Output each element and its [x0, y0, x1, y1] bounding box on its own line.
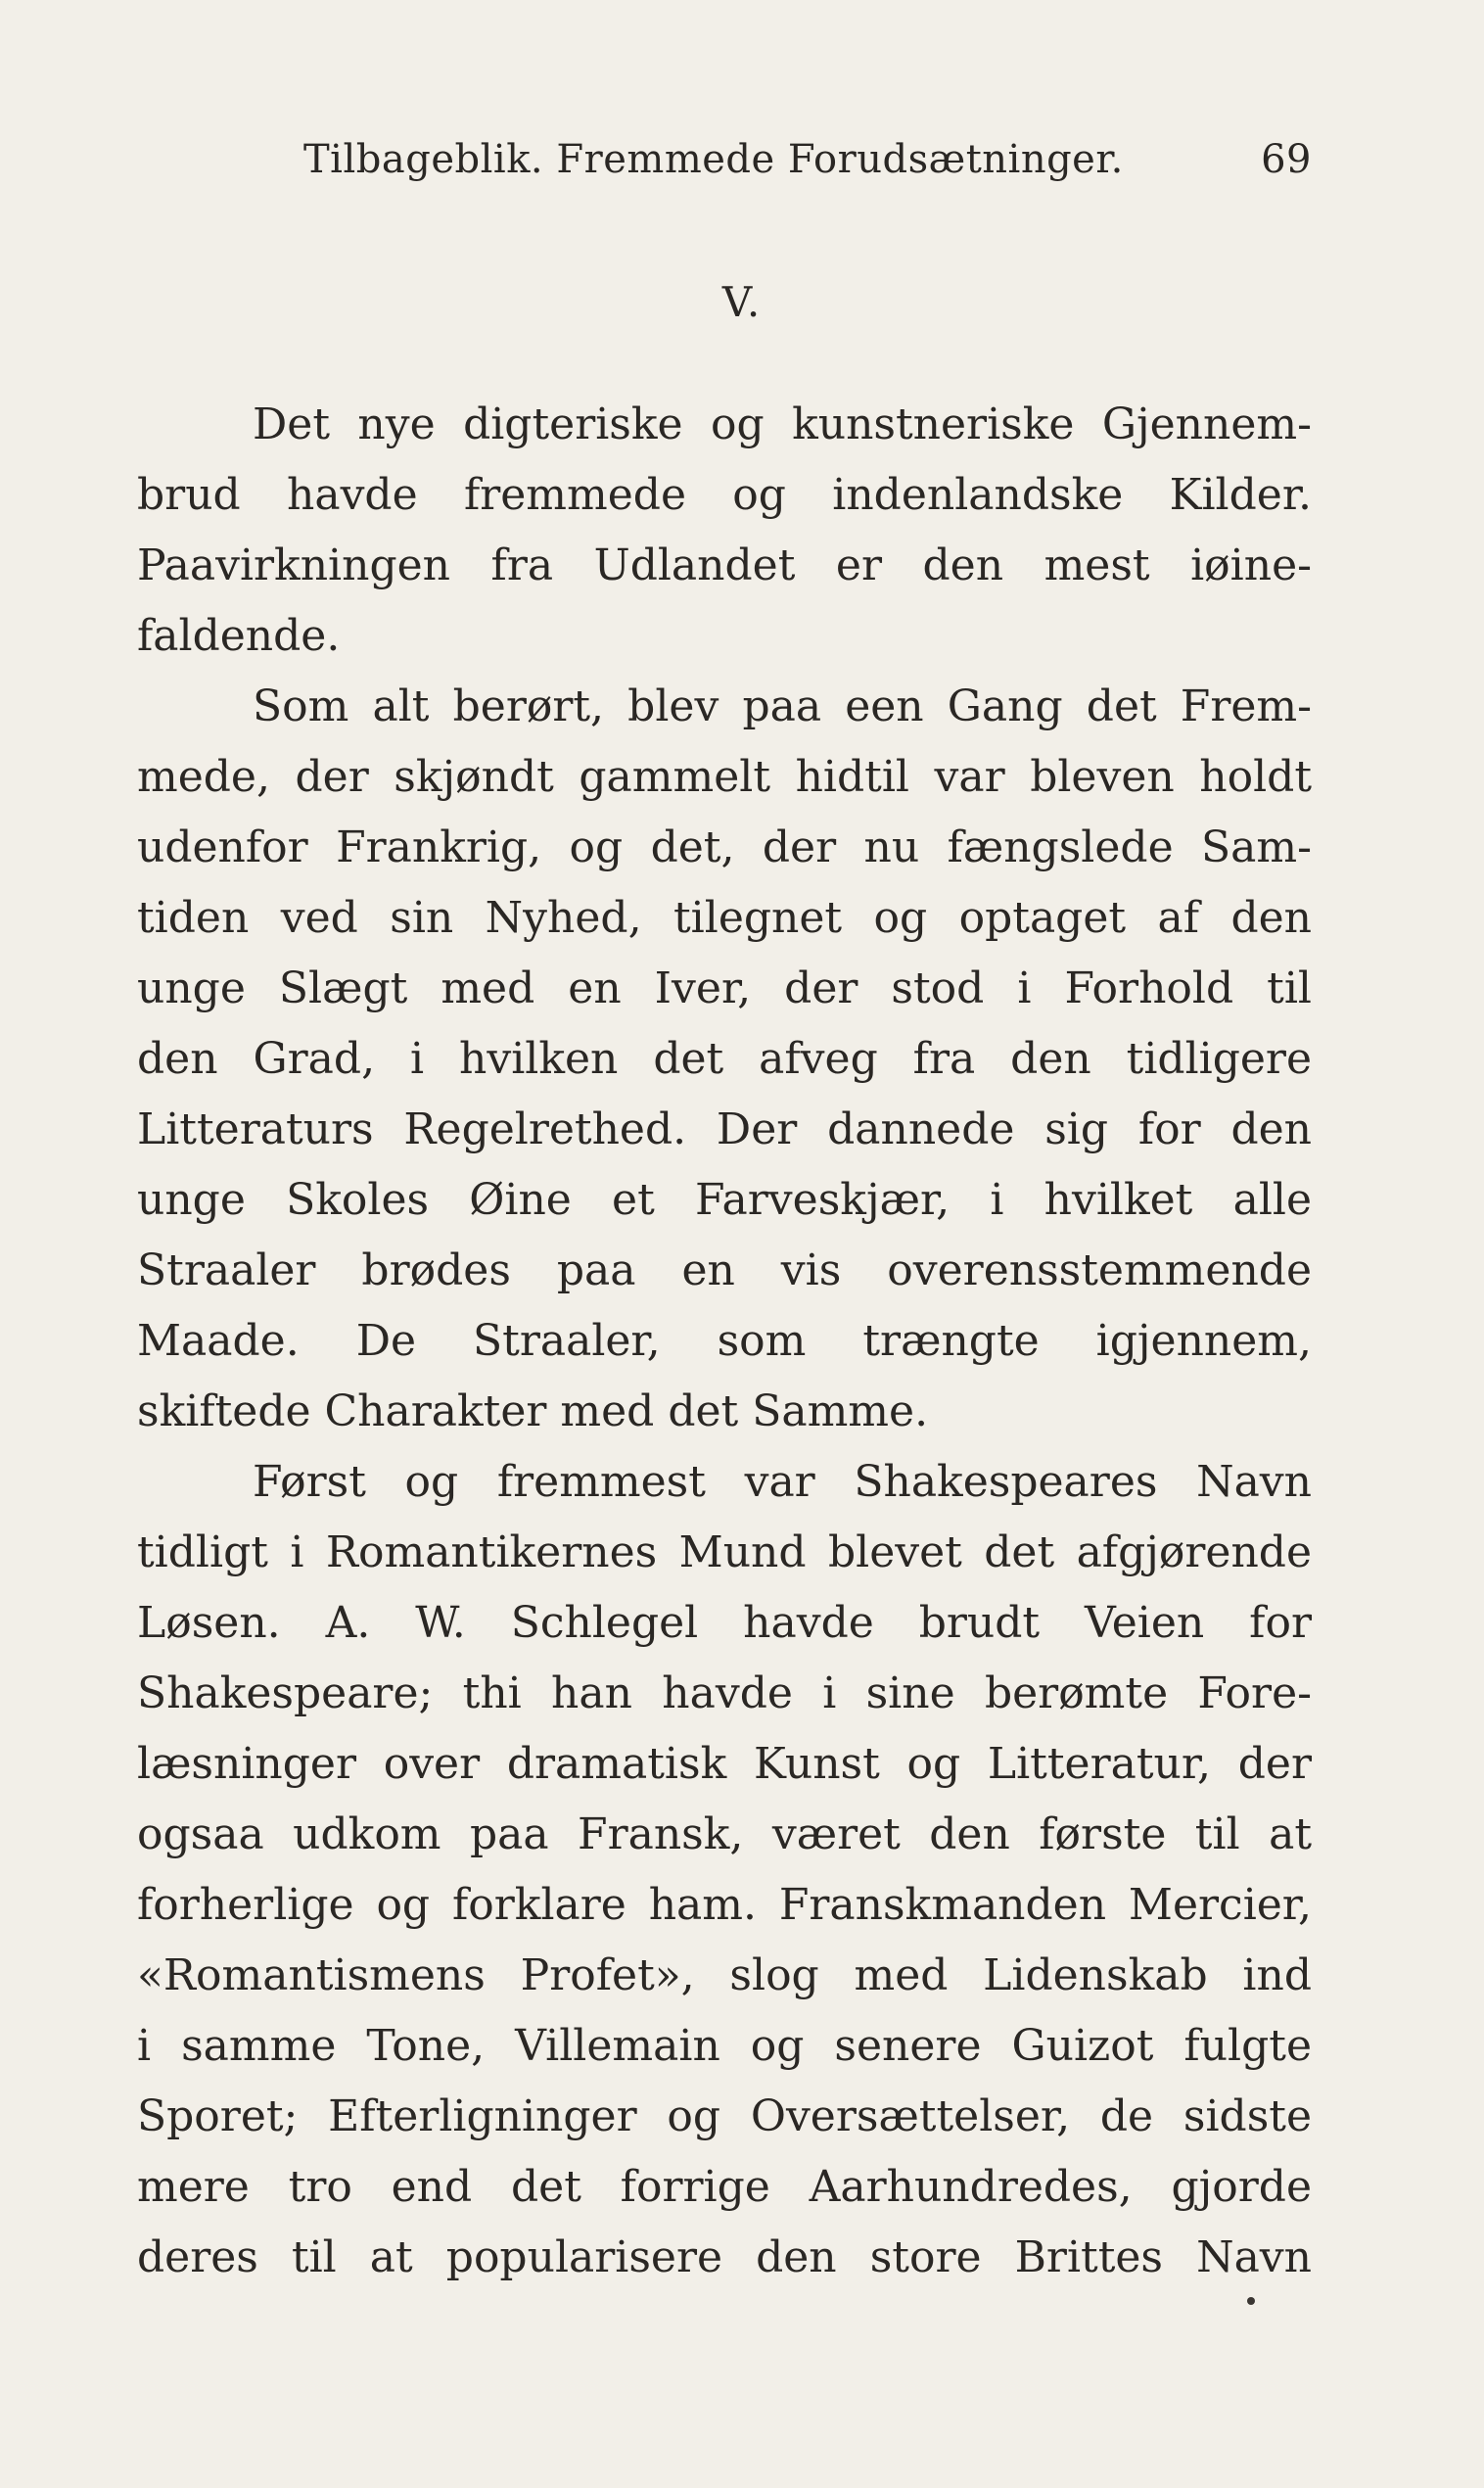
text-line: Shakespeare; thi han havde i sine berømte Fore-: [137, 1668, 1312, 1718]
ink-speck: [1247, 2297, 1255, 2305]
text-line: unge Slægt med en Iver, der stod i Forhold til: [137, 963, 1312, 1013]
body-text: [137, 390, 1312, 2293]
running-head: [303, 137, 1312, 196]
page-number: 69: [1261, 137, 1312, 182]
text-line: i samme Tone, Villemain og senere Guizot fulgte: [137, 2021, 1312, 2071]
text-line: forherlige og forklare ham. Franskmanden Mercier,: [137, 1880, 1312, 1930]
text-line: mere tro end det forrige Aarhundredes, gjorde: [137, 2162, 1312, 2212]
text-line: mede, der skjøndt gammelt hidtil var bleven holdt: [137, 752, 1312, 802]
section-number: V.: [721, 278, 763, 326]
text-line: ogsaa udkom paa Fransk, været den første til at: [137, 1809, 1312, 1859]
text-line: udenfor Frankrig, og det, der nu fængslede Sam-: [137, 822, 1312, 872]
text-line: tidligt i Romantikernes Mund blevet det afgjørende: [137, 1527, 1312, 1577]
text-line: Litteraturs Regelrethed. Der dannede sig for den: [137, 1104, 1312, 1154]
text-line: læsninger over dramatisk Kunst og Litteratur, der: [137, 1739, 1312, 1789]
text-line: deres til at popularisere den store Brittes Navn: [137, 2232, 1312, 2282]
text-line: «Romantismens Profet», slog med Lidenskab ind: [137, 1950, 1312, 2000]
text-line: Straaler brødes paa en vis overensstemmende: [137, 1245, 1312, 1295]
running-title: Tilbageblik. Fremmede Forudsætninger.: [303, 137, 1124, 182]
text-line: Det nye digteriske og kunstneriske Gjennem-: [253, 399, 1312, 449]
text-line: Først og fremmest var Shakespeares Navn: [253, 1457, 1312, 1507]
text-line: brud havde fremmede og indenlandske Kilder.: [137, 470, 1312, 520]
text-line: skiftede Charakter med det Samme.: [137, 1386, 929, 1436]
text-line: Løsen. A. W. Schlegel havde brudt Veien for: [137, 1598, 1312, 1648]
text-line: Som alt berørt, blev paa een Gang det Frem-: [253, 681, 1312, 731]
text-line: Sporet; Efterligninger og Oversættelser, de sidste: [137, 2091, 1312, 2141]
text-line: unge Skoles Øine et Farveskjær, i hvilket alle: [137, 1175, 1312, 1225]
text-line: den Grad, i hvilken det afveg fra den tidligere: [137, 1034, 1312, 1084]
text-line: faldende.: [137, 611, 341, 661]
text-line: Maade. De Straaler, som trængte igjennem,: [137, 1316, 1312, 1366]
text-line: Paavirkningen fra Udlandet er den mest iøine-: [137, 540, 1312, 590]
text-line: tiden ved sin Nyhed, tilegnet og optaget af den: [137, 893, 1312, 943]
